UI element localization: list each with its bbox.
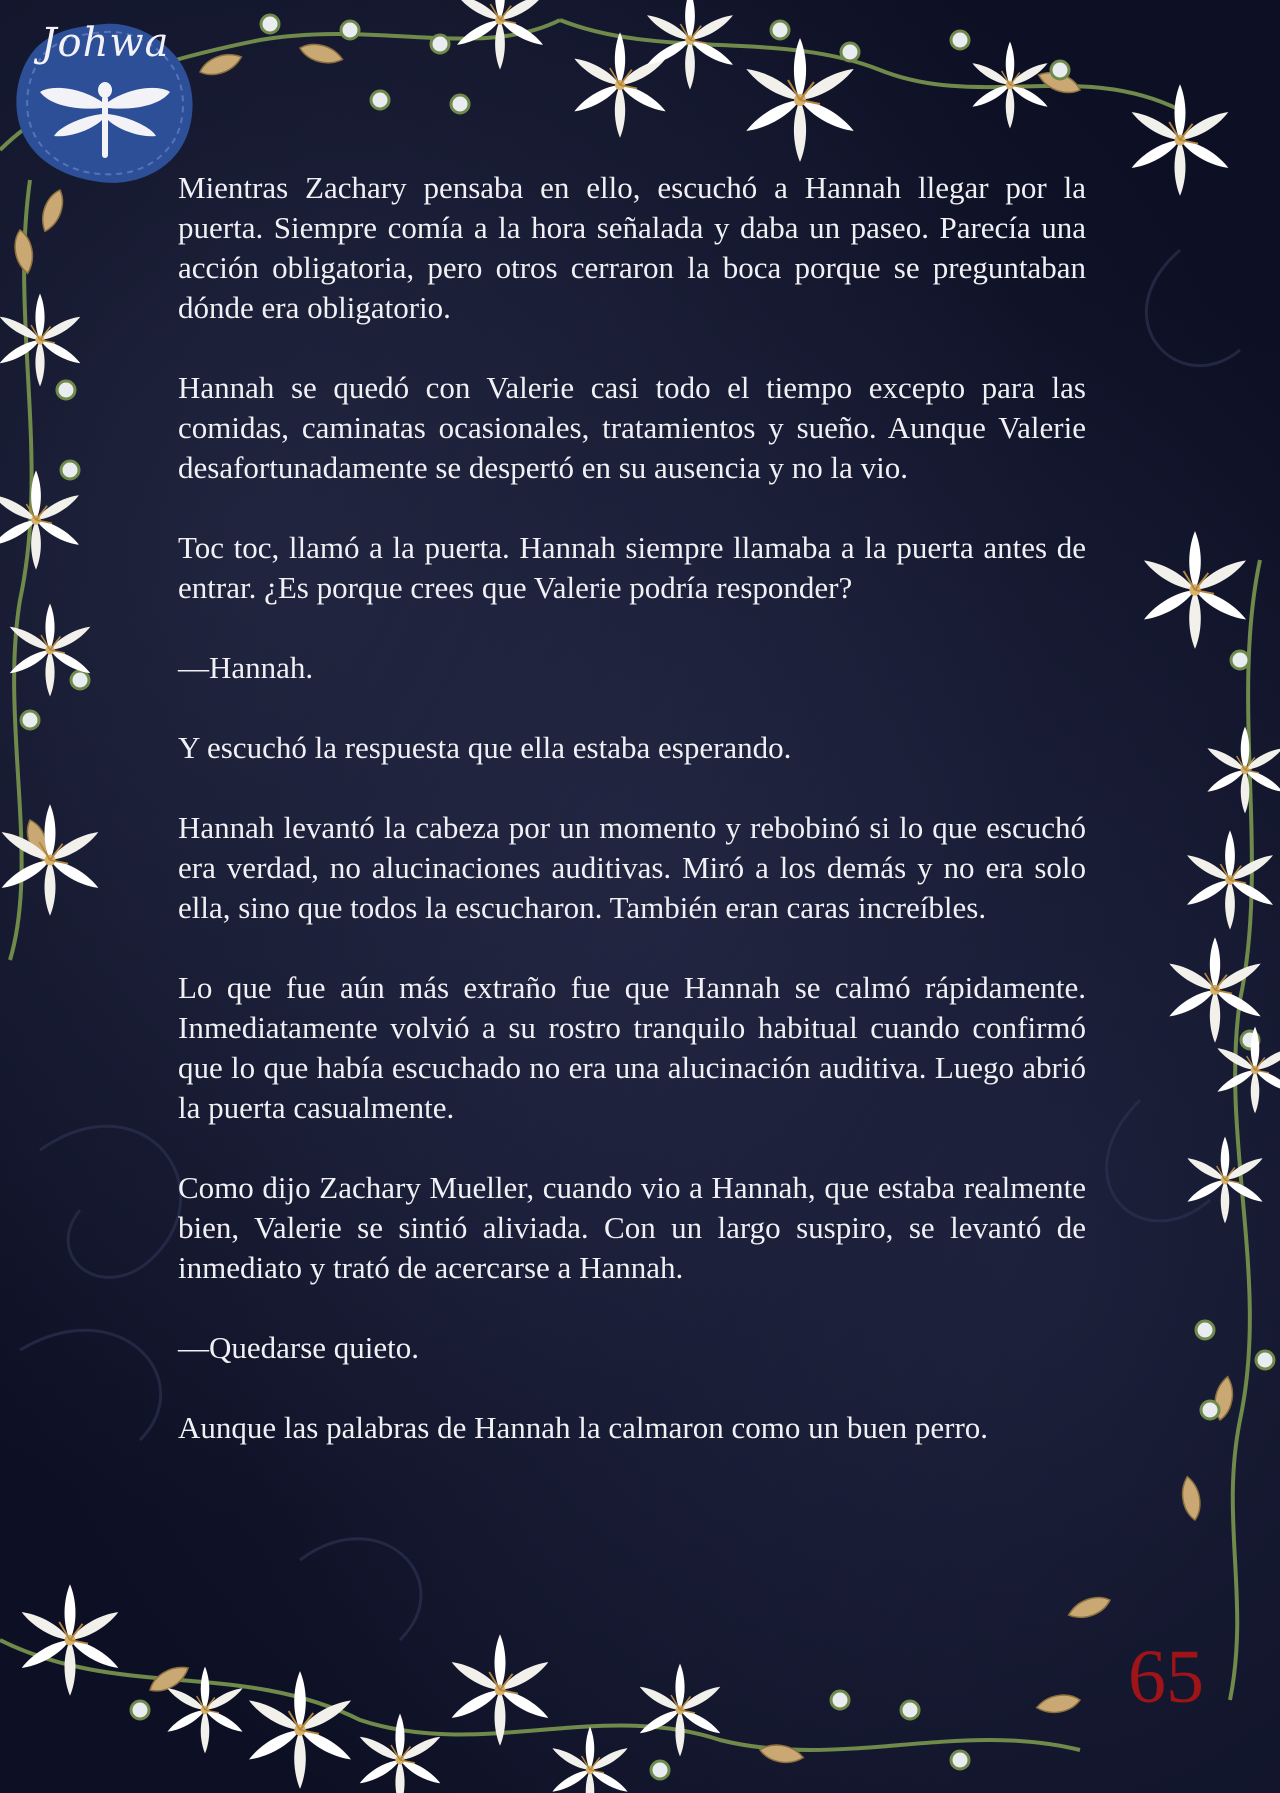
paragraph: Hannah levantó la cabeza por un momento y rebobinó si lo que escuchó era verdad, no alucinaciones auditivas. Miró a los demás y no era solo ella, sino que todos la escucharon. También eran caras increíbles. [178,810,1086,925]
paragraph: Y escuchó la respuesta que ella estaba esperando. [178,730,792,765]
chapter-text [178,168,1086,1488]
paragraph: Hannah se quedó con Valerie casi todo el tiempo excepto para las comidas, caminatas ocasionales, tratamientos y sueño. Aunque Valerie desafortunadamente se despertó en su ausencia y no la vio. [178,370,1086,485]
paragraph: Aunque las palabras de Hannah la calmaron como un buen perro. [178,1410,989,1445]
paragraph: Mientras Zachary pensaba en ello, escuchó a Hannah llegar por la puerta. Siempre comía a la hora señalada y daba un paseo. Parecía una acción obligatoria, pero otros cerraron la boca porque se preguntaban dónde era obligatorio. [178,170,1086,325]
paragraph: —Quedarse quieto. [178,1330,420,1365]
paragraph: —Hannah. [178,650,314,685]
logo-title: Johwa [40,20,170,66]
paragraph: Lo que fue aún más extraño fue que Hannah se calmó rápidamente. Inmediatamente volvió a su rostro tranquilo habitual cuando confirmó que lo que había escuchado no era una alucinación auditiva. Luego abrió la puerta casualmente. [178,970,1086,1125]
publisher-logo [12,18,198,188]
paragraph: Como dijo Zachary Mueller, cuando vio a Hannah, que estaba realmente bien, Valerie se sintió aliviada. Con un largo suspiro, se levantó de inmediato y trató de acercarse a Hannah. [178,1170,1086,1285]
paragraph: Toc toc, llamó a la puerta. Hannah siempre llamaba a la puerta antes de entrar. ¿Es porque crees que Valerie podría responder? [178,530,1086,605]
page-number: 65 [1128,1635,1204,1719]
